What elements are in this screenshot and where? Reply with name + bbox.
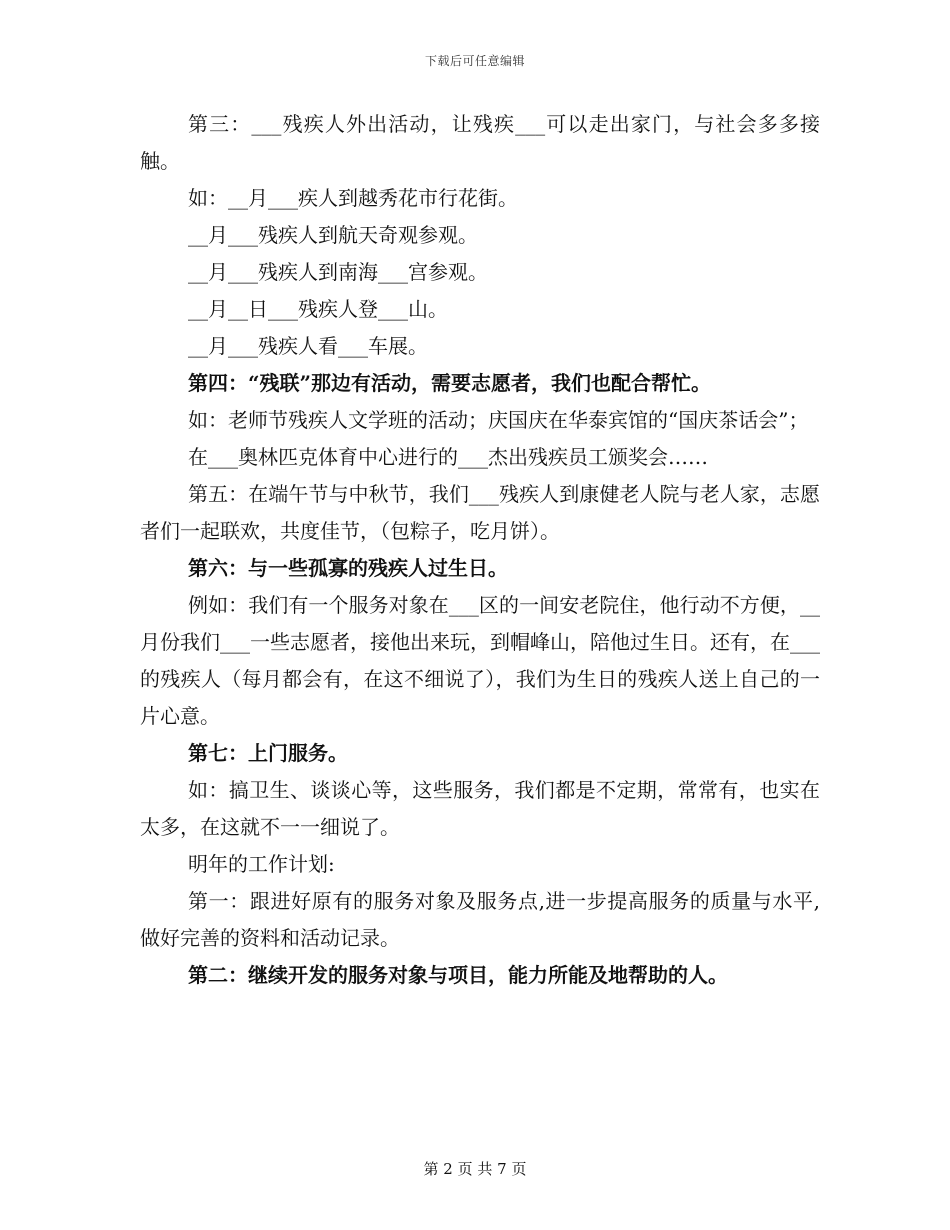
- paragraph-third-activity: 第三：___残疾人外出活动，让残疾___可以走出家门，与社会多多接触。: [140, 112, 820, 173]
- heading-plan-second: 第二：继续开发的服务对象与项目，能力所能及地帮助的人。: [188, 963, 728, 987]
- paragraph-example-mountain: __月__日___残疾人登___山。: [188, 297, 448, 321]
- paragraph-example-nanhai: __月___残疾人到南海___宫参观。: [188, 260, 488, 284]
- page-footer: 第 2 页 共 7 页: [423, 1160, 527, 1178]
- paragraph-example-flower-market: 如：__月___疾人到越秀花市行花街。: [188, 186, 518, 210]
- paragraph-fifth-festivals: 第五：在端午节与中秋节，我们___残疾人到康健老人院与老人家，志愿者们一起联欢，共度佳节，（包粽子，吃月饼）。: [140, 482, 820, 543]
- heading-seventh-home-service: 第七：上门服务。: [188, 741, 348, 765]
- document-body: [140, 106, 820, 994]
- heading-sixth-birthdays: 第六：与一些孤寡的残疾人过生日。: [188, 556, 508, 580]
- paragraph-example-teachers-day: 如：老师节残疾人文学班的活动；庆国庆在华泰宾馆的“国庆茶话会”；: [188, 408, 809, 432]
- paragraph-example-award: 在___奥林匹克体育中心进行的___杰出残疾员工颁奖会……: [188, 445, 708, 469]
- paragraph-example-car-show: __月___残疾人看___车展。: [188, 334, 428, 358]
- page-header: 下载后可任意编辑: [424, 54, 525, 68]
- heading-next-year-plan: 明年的工作计划:: [188, 852, 335, 876]
- paragraph-plan-first: 第一：跟进好原有的服务对象及服务点,进一步提高服务的质量与水平,做好完善的资料和活动记录。: [140, 889, 820, 950]
- paragraph-example-birthday: 例如：我们有一个服务对象在___区的一间安老院住，他行动不方便，__月份我们___一些志愿者，接他出来玩，到帽峰山，陪他过生日。还有，在___的残疾人（每月都会有，在这不细说了），我们为生日的残疾人送上自己的一片心意。: [140, 593, 820, 728]
- paragraph-example-aerospace: __月___残疾人到航天奇观参观。: [188, 223, 478, 247]
- heading-fourth-volunteers: 第四：“残联”那边有活动，需要志愿者，我们也配合帮忙。: [188, 371, 712, 395]
- paragraph-example-home-service: 如：搞卫生、谈谈心等，这些服务，我们都是不定期，常常有，也实在太多，在这就不一一细说了。: [140, 778, 820, 839]
